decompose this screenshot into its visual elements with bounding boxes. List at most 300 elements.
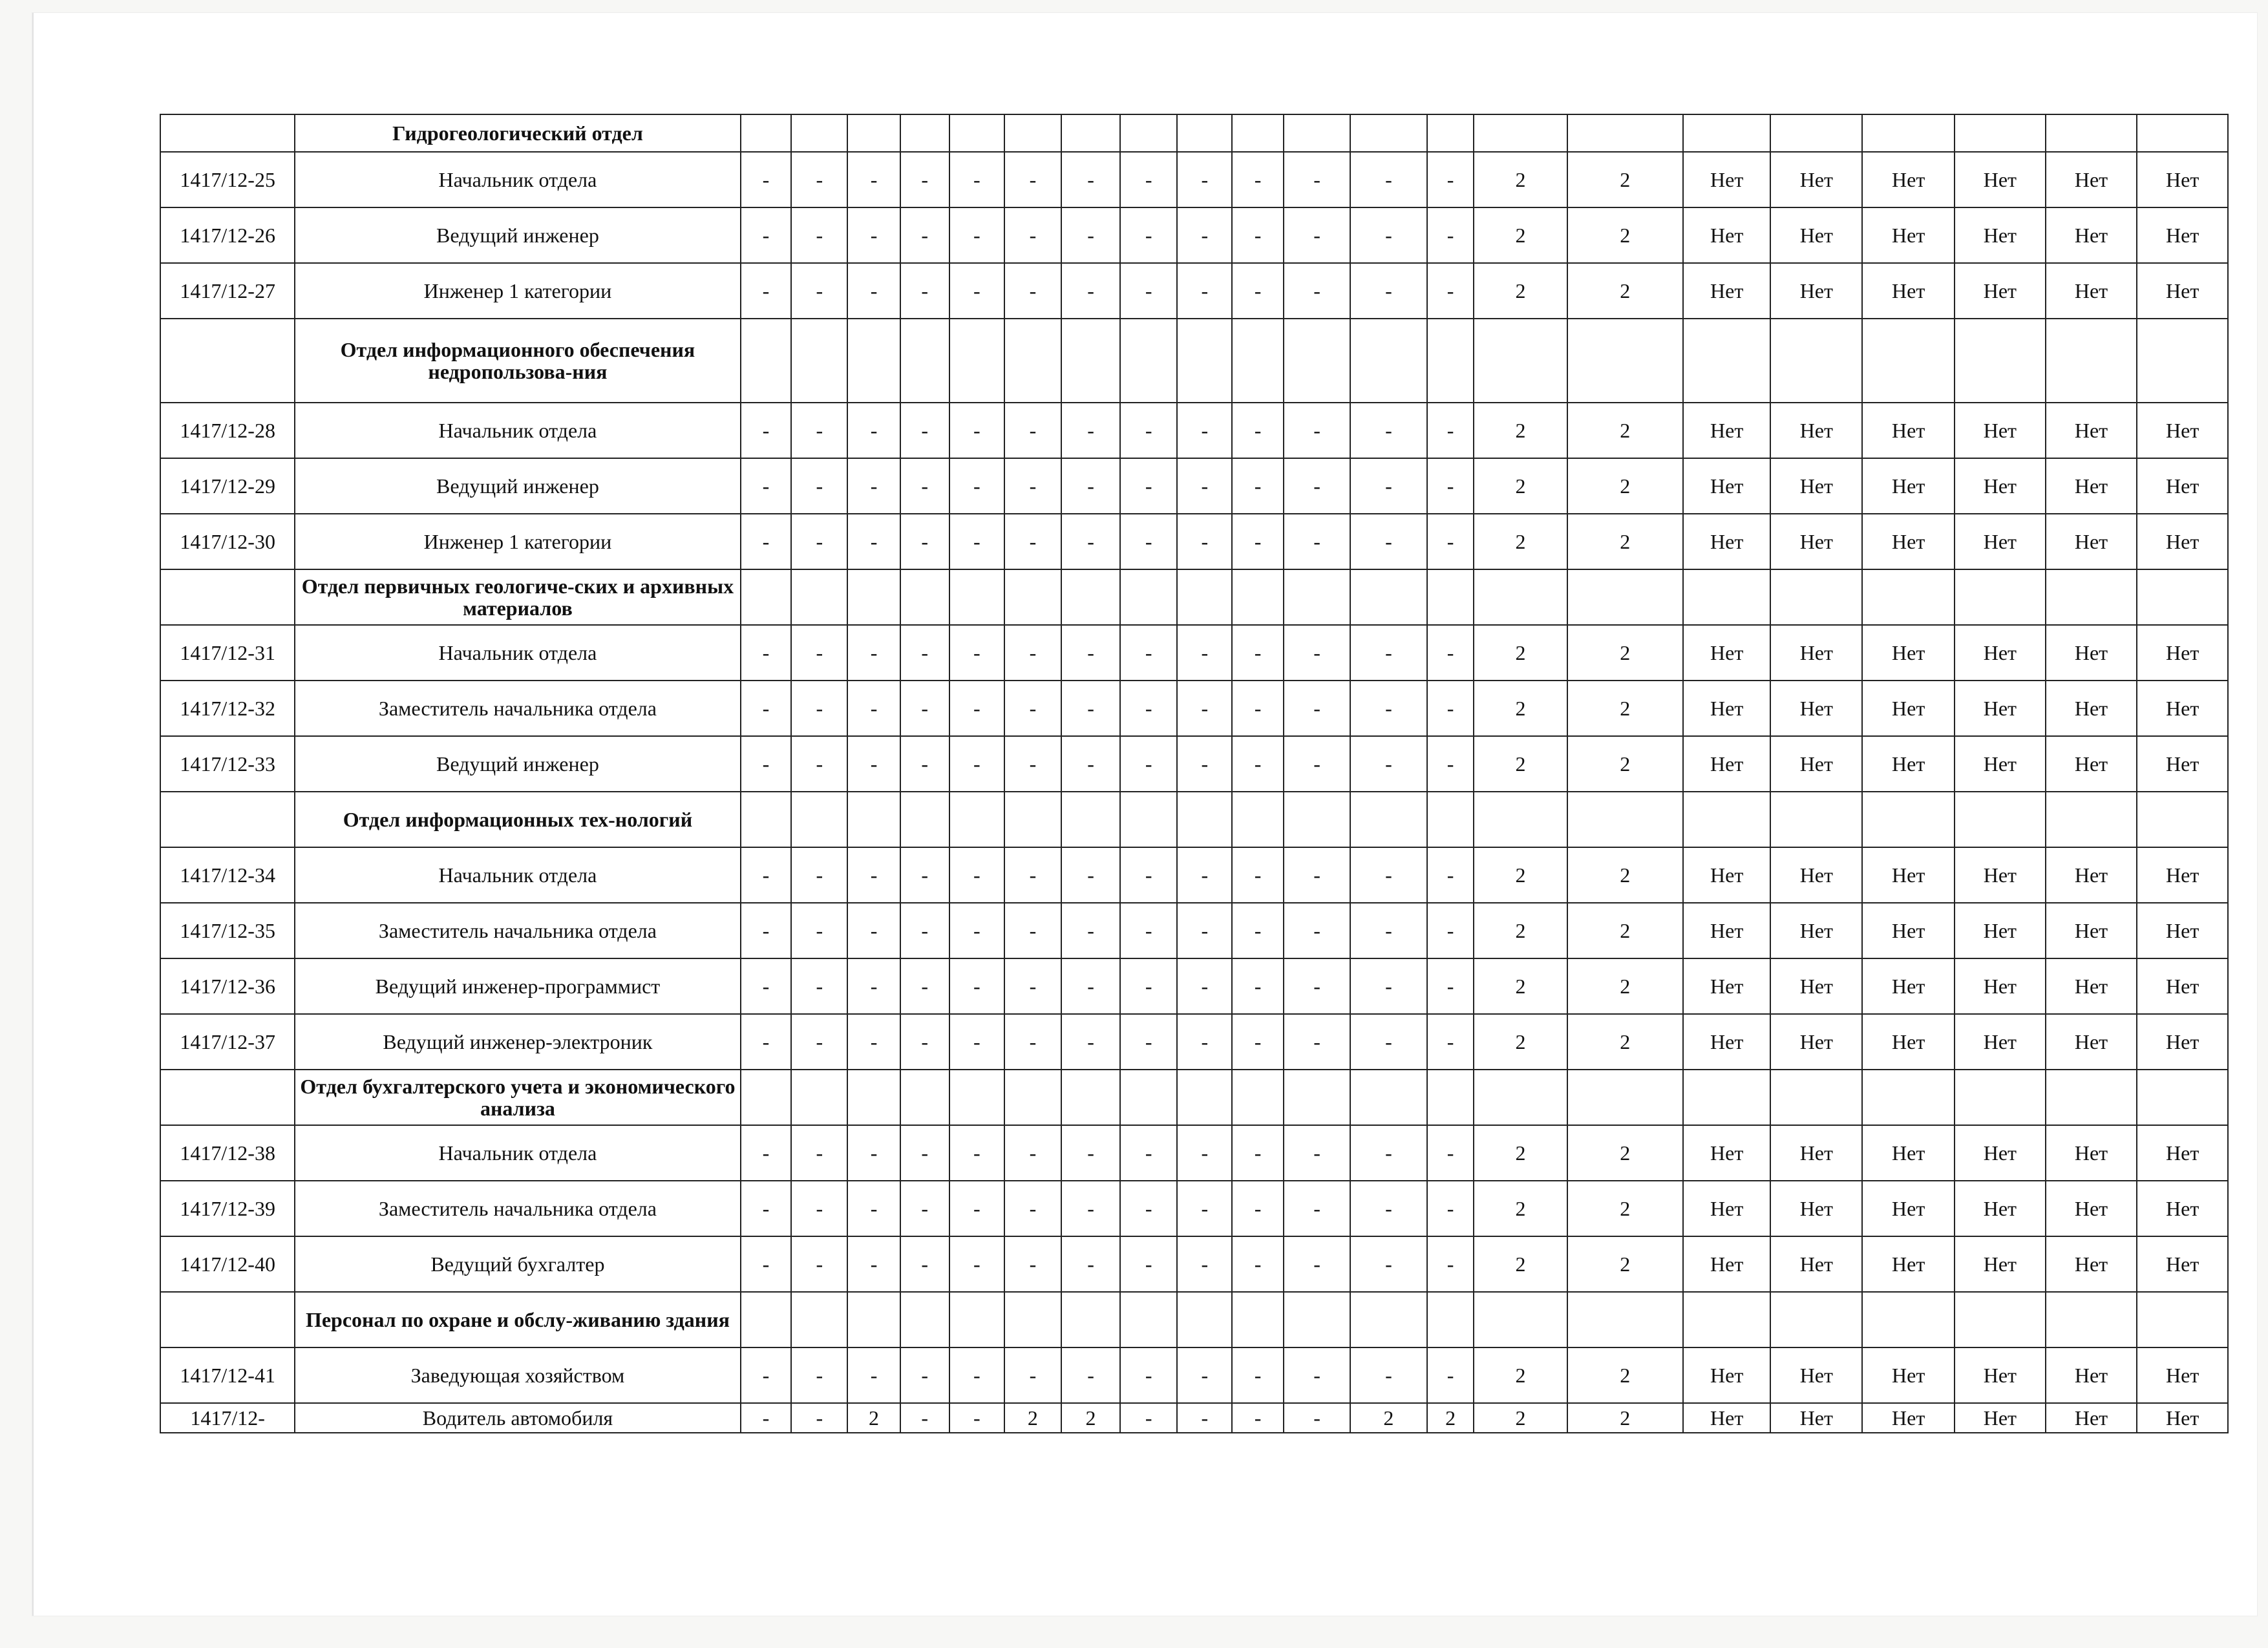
value-cell: Нет bbox=[1955, 681, 2046, 736]
value-cell: Нет bbox=[1862, 847, 1955, 903]
value-cell: - bbox=[1120, 903, 1177, 958]
value-cell: Нет bbox=[2137, 736, 2228, 792]
value-cell: Нет bbox=[1770, 1347, 1862, 1403]
value-cell: Нет bbox=[1683, 1403, 1771, 1433]
job-code: 1417/12-40 bbox=[160, 1236, 295, 1292]
value-cell: - bbox=[847, 1236, 900, 1292]
value-cell: Нет bbox=[1770, 263, 1862, 319]
value-cell: - bbox=[1232, 152, 1284, 207]
value-cell: - bbox=[1177, 1403, 1232, 1433]
value-cell: - bbox=[949, 625, 1004, 681]
value-cell: - bbox=[791, 1403, 847, 1433]
value-cell: - bbox=[1177, 625, 1232, 681]
value-cell: Нет bbox=[2137, 1125, 2228, 1181]
empty-cell bbox=[1177, 1070, 1232, 1125]
value-cell: 2 bbox=[1567, 207, 1683, 263]
empty-cell bbox=[1232, 319, 1284, 403]
value-cell: - bbox=[1120, 1403, 1177, 1433]
value-cell: Нет bbox=[2046, 514, 2137, 569]
value-cell: Нет bbox=[1683, 681, 1771, 736]
value-cell: - bbox=[1004, 152, 1061, 207]
value-cell: Нет bbox=[2137, 625, 2228, 681]
job-title: Заведующая хозяйством bbox=[295, 1347, 740, 1403]
value-cell: - bbox=[741, 847, 792, 903]
value-cell: - bbox=[900, 263, 949, 319]
empty-cell bbox=[1955, 114, 2046, 152]
value-cell: - bbox=[1284, 263, 1350, 319]
table-row bbox=[160, 263, 2228, 319]
value-cell: - bbox=[791, 1236, 847, 1292]
value-cell: - bbox=[1350, 263, 1427, 319]
empty-cell bbox=[1770, 1070, 1862, 1125]
empty-cell bbox=[1284, 1292, 1350, 1347]
value-cell: - bbox=[1427, 958, 1474, 1014]
empty-cell bbox=[949, 114, 1004, 152]
value-cell: - bbox=[1284, 458, 1350, 514]
value-cell: - bbox=[900, 152, 949, 207]
empty-cell bbox=[1567, 569, 1683, 625]
value-cell: - bbox=[1177, 1236, 1232, 1292]
value-cell: Нет bbox=[2137, 152, 2228, 207]
value-cell: Нет bbox=[2046, 1125, 2137, 1181]
value-cell: Нет bbox=[1770, 903, 1862, 958]
job-title: Инженер 1 категории bbox=[295, 263, 740, 319]
empty-cell bbox=[847, 1070, 900, 1125]
value-cell: - bbox=[1120, 958, 1177, 1014]
value-cell: Нет bbox=[1955, 403, 2046, 458]
value-cell: - bbox=[1427, 903, 1474, 958]
value-cell: Нет bbox=[2046, 1403, 2137, 1433]
value-cell: - bbox=[847, 152, 900, 207]
job-title: Ведущий инженер bbox=[295, 458, 740, 514]
empty-cell bbox=[1862, 1070, 1955, 1125]
value-cell: - bbox=[900, 625, 949, 681]
value-cell: Нет bbox=[1770, 458, 1862, 514]
value-cell: - bbox=[1177, 1014, 1232, 1070]
value-cell: Нет bbox=[2046, 458, 2137, 514]
value-cell: 2 bbox=[1061, 1403, 1120, 1433]
value-cell: - bbox=[1004, 458, 1061, 514]
value-cell: 2 bbox=[1567, 458, 1683, 514]
value-cell: - bbox=[1004, 1014, 1061, 1070]
empty-cell bbox=[1177, 319, 1232, 403]
value-cell: Нет bbox=[1683, 514, 1771, 569]
section-row bbox=[160, 1292, 2228, 1347]
empty-cell bbox=[791, 1070, 847, 1125]
table-row bbox=[160, 1236, 2228, 1292]
value-cell: - bbox=[1284, 903, 1350, 958]
value-cell: Нет bbox=[2137, 207, 2228, 263]
value-cell: - bbox=[791, 152, 847, 207]
value-cell: - bbox=[1232, 681, 1284, 736]
value-cell: - bbox=[949, 1236, 1004, 1292]
value-cell: 2 bbox=[1567, 1347, 1683, 1403]
job-title: Заместитель начальника отдела bbox=[295, 903, 740, 958]
value-cell: - bbox=[847, 403, 900, 458]
empty-cell bbox=[1427, 1292, 1474, 1347]
section-title: Отдел первичных геологиче-ских и архивных материалов bbox=[295, 569, 740, 625]
value-cell: - bbox=[1232, 847, 1284, 903]
empty-cell bbox=[847, 1292, 900, 1347]
value-cell: - bbox=[1427, 1347, 1474, 1403]
empty-cell bbox=[1120, 319, 1177, 403]
code-cell bbox=[160, 114, 295, 152]
scanned-page bbox=[32, 13, 2257, 1616]
value-cell: - bbox=[791, 1014, 847, 1070]
value-cell: - bbox=[949, 958, 1004, 1014]
empty-cell bbox=[1061, 319, 1120, 403]
value-cell: Нет bbox=[2137, 514, 2228, 569]
empty-cell bbox=[1120, 792, 1177, 847]
value-cell: Нет bbox=[1770, 1014, 1862, 1070]
value-cell: - bbox=[1284, 1236, 1350, 1292]
value-cell: - bbox=[847, 1181, 900, 1236]
value-cell: - bbox=[1004, 403, 1061, 458]
value-cell: Нет bbox=[2046, 903, 2137, 958]
value-cell: - bbox=[1004, 1181, 1061, 1236]
empty-cell bbox=[1232, 1292, 1284, 1347]
value-cell: - bbox=[1427, 458, 1474, 514]
section-row bbox=[160, 1070, 2228, 1125]
value-cell: - bbox=[949, 152, 1004, 207]
value-cell: Нет bbox=[1683, 1347, 1771, 1403]
empty-cell bbox=[900, 569, 949, 625]
empty-cell bbox=[1427, 1070, 1474, 1125]
value-cell: Нет bbox=[1955, 1125, 2046, 1181]
value-cell: - bbox=[741, 681, 792, 736]
empty-cell bbox=[1955, 569, 2046, 625]
value-cell: - bbox=[1427, 1236, 1474, 1292]
value-cell: - bbox=[1427, 263, 1474, 319]
value-cell: - bbox=[1284, 847, 1350, 903]
value-cell: - bbox=[847, 625, 900, 681]
value-cell: Нет bbox=[1770, 207, 1862, 263]
value-cell: - bbox=[1004, 1236, 1061, 1292]
section-row bbox=[160, 569, 2228, 625]
value-cell: - bbox=[900, 1125, 949, 1181]
section-title: Гидрогеологический отдел bbox=[295, 114, 740, 152]
value-cell: - bbox=[1177, 736, 1232, 792]
empty-cell bbox=[1284, 319, 1350, 403]
job-code: 1417/12-26 bbox=[160, 207, 295, 263]
value-cell: - bbox=[1427, 1181, 1474, 1236]
value-cell: Нет bbox=[1770, 152, 1862, 207]
value-cell: - bbox=[900, 681, 949, 736]
value-cell: 2 bbox=[1567, 514, 1683, 569]
job-code: 1417/12-28 bbox=[160, 403, 295, 458]
value-cell: - bbox=[1061, 1014, 1120, 1070]
value-cell: - bbox=[900, 207, 949, 263]
value-cell: - bbox=[791, 207, 847, 263]
empty-cell bbox=[949, 319, 1004, 403]
value-cell: - bbox=[1004, 207, 1061, 263]
value-cell: Нет bbox=[1955, 903, 2046, 958]
table-row bbox=[160, 458, 2228, 514]
value-cell: 2 bbox=[1567, 903, 1683, 958]
value-cell: - bbox=[741, 1181, 792, 1236]
value-cell: - bbox=[1427, 207, 1474, 263]
value-cell: - bbox=[1232, 1181, 1284, 1236]
value-cell: Нет bbox=[1862, 1181, 1955, 1236]
value-cell: - bbox=[1232, 736, 1284, 792]
value-cell: - bbox=[791, 1125, 847, 1181]
value-cell: - bbox=[1350, 458, 1427, 514]
value-cell: - bbox=[1061, 207, 1120, 263]
value-cell: - bbox=[1232, 903, 1284, 958]
value-cell: - bbox=[1284, 207, 1350, 263]
job-code: 1417/12-29 bbox=[160, 458, 295, 514]
value-cell: - bbox=[1061, 736, 1120, 792]
empty-cell bbox=[1004, 1292, 1061, 1347]
value-cell: - bbox=[1120, 1125, 1177, 1181]
value-cell: Нет bbox=[1683, 903, 1771, 958]
value-cell: 2 bbox=[1350, 1403, 1427, 1433]
value-cell: - bbox=[900, 514, 949, 569]
value-cell: - bbox=[949, 903, 1004, 958]
value-cell: 2 bbox=[1474, 403, 1567, 458]
empty-cell bbox=[791, 319, 847, 403]
empty-cell bbox=[2046, 114, 2137, 152]
value-cell: 2 bbox=[1567, 681, 1683, 736]
value-cell: 2 bbox=[1567, 1403, 1683, 1433]
value-cell: Нет bbox=[2137, 403, 2228, 458]
value-cell: Нет bbox=[1955, 152, 2046, 207]
value-cell: - bbox=[847, 1014, 900, 1070]
value-cell: 2 bbox=[1474, 681, 1567, 736]
value-cell: - bbox=[1177, 903, 1232, 958]
value-cell: - bbox=[1177, 458, 1232, 514]
empty-cell bbox=[1350, 319, 1427, 403]
job-code: 1417/12-27 bbox=[160, 263, 295, 319]
value-cell: - bbox=[741, 1014, 792, 1070]
empty-cell bbox=[847, 319, 900, 403]
value-cell: - bbox=[1284, 1181, 1350, 1236]
value-cell: - bbox=[1177, 847, 1232, 903]
value-cell: Нет bbox=[2046, 681, 2137, 736]
empty-cell bbox=[1350, 114, 1427, 152]
empty-cell bbox=[741, 1292, 792, 1347]
value-cell: - bbox=[1177, 403, 1232, 458]
working-conditions-table bbox=[160, 114, 2229, 1433]
value-cell: - bbox=[847, 958, 900, 1014]
value-cell: Нет bbox=[1683, 958, 1771, 1014]
empty-cell bbox=[1683, 1292, 1771, 1347]
value-cell: 2 bbox=[1567, 1236, 1683, 1292]
value-cell: - bbox=[791, 625, 847, 681]
value-cell: - bbox=[1061, 1347, 1120, 1403]
value-cell: - bbox=[1350, 958, 1427, 1014]
value-cell: - bbox=[741, 1403, 792, 1433]
value-cell: - bbox=[847, 736, 900, 792]
value-cell: Нет bbox=[1770, 514, 1862, 569]
empty-cell bbox=[1061, 792, 1120, 847]
section-row bbox=[160, 792, 2228, 847]
empty-cell bbox=[847, 114, 900, 152]
empty-cell bbox=[1683, 319, 1771, 403]
value-cell: Нет bbox=[1683, 403, 1771, 458]
value-cell: - bbox=[1284, 152, 1350, 207]
empty-cell bbox=[1061, 1292, 1120, 1347]
value-cell: 2 bbox=[1474, 1014, 1567, 1070]
empty-cell bbox=[900, 792, 949, 847]
empty-cell bbox=[1683, 569, 1771, 625]
empty-cell bbox=[791, 792, 847, 847]
value-cell: - bbox=[791, 847, 847, 903]
value-cell: 2 bbox=[1474, 152, 1567, 207]
empty-cell bbox=[949, 569, 1004, 625]
empty-cell bbox=[1350, 1292, 1427, 1347]
value-cell: - bbox=[1350, 736, 1427, 792]
empty-cell bbox=[847, 792, 900, 847]
value-cell: - bbox=[1061, 152, 1120, 207]
section-title: Отдел бухгалтерского учета и экономического анализа bbox=[295, 1070, 740, 1125]
value-cell: Нет bbox=[1683, 1236, 1771, 1292]
table-row bbox=[160, 514, 2228, 569]
value-cell: Нет bbox=[2046, 403, 2137, 458]
value-cell: - bbox=[1177, 958, 1232, 1014]
value-cell: - bbox=[1120, 1347, 1177, 1403]
value-cell: - bbox=[900, 1347, 949, 1403]
value-cell: - bbox=[741, 152, 792, 207]
value-cell: - bbox=[1120, 1014, 1177, 1070]
value-cell: - bbox=[1350, 514, 1427, 569]
empty-cell bbox=[1862, 319, 1955, 403]
value-cell: Нет bbox=[1862, 207, 1955, 263]
table-row bbox=[160, 1014, 2228, 1070]
value-cell: - bbox=[1284, 1014, 1350, 1070]
value-cell: - bbox=[1120, 1181, 1177, 1236]
empty-cell bbox=[1955, 319, 2046, 403]
empty-cell bbox=[1232, 114, 1284, 152]
job-code: 1417/12-32 bbox=[160, 681, 295, 736]
value-cell: - bbox=[900, 847, 949, 903]
value-cell: 2 bbox=[1474, 1125, 1567, 1181]
value-cell: - bbox=[741, 1236, 792, 1292]
value-cell: - bbox=[1232, 625, 1284, 681]
value-cell: Нет bbox=[2046, 152, 2137, 207]
value-cell: Нет bbox=[1683, 263, 1771, 319]
value-cell: Нет bbox=[1683, 1125, 1771, 1181]
value-cell: Нет bbox=[1955, 207, 2046, 263]
value-cell: - bbox=[1427, 736, 1474, 792]
value-cell: - bbox=[1232, 1347, 1284, 1403]
value-cell: - bbox=[1350, 207, 1427, 263]
value-cell: - bbox=[1284, 681, 1350, 736]
value-cell: 2 bbox=[1474, 958, 1567, 1014]
value-cell: - bbox=[1004, 736, 1061, 792]
empty-cell bbox=[2137, 792, 2228, 847]
empty-cell bbox=[2137, 1292, 2228, 1347]
value-cell: - bbox=[1061, 1236, 1120, 1292]
value-cell: - bbox=[1232, 1125, 1284, 1181]
empty-cell bbox=[1862, 792, 1955, 847]
empty-cell bbox=[1004, 114, 1061, 152]
job-code: 1417/12-35 bbox=[160, 903, 295, 958]
value-cell: - bbox=[1284, 514, 1350, 569]
value-cell: Нет bbox=[1862, 152, 1955, 207]
value-cell: Нет bbox=[2046, 958, 2137, 1014]
empty-cell bbox=[1004, 319, 1061, 403]
value-cell: - bbox=[900, 1014, 949, 1070]
value-cell: 2 bbox=[1474, 514, 1567, 569]
empty-cell bbox=[1284, 1070, 1350, 1125]
value-cell: - bbox=[1284, 1403, 1350, 1433]
table-row bbox=[160, 625, 2228, 681]
value-cell: 2 bbox=[1474, 1403, 1567, 1433]
value-cell: Нет bbox=[1683, 207, 1771, 263]
value-cell: - bbox=[949, 1014, 1004, 1070]
value-cell: - bbox=[1061, 458, 1120, 514]
empty-cell bbox=[1683, 1070, 1771, 1125]
value-cell: Нет bbox=[1955, 263, 2046, 319]
job-code: 1417/12- bbox=[160, 1403, 295, 1433]
value-cell: - bbox=[741, 458, 792, 514]
value-cell: Нет bbox=[1862, 514, 1955, 569]
value-cell: Нет bbox=[2046, 1347, 2137, 1403]
value-cell: - bbox=[1232, 207, 1284, 263]
value-cell: - bbox=[791, 681, 847, 736]
value-cell: Нет bbox=[2137, 1014, 2228, 1070]
empty-cell bbox=[1474, 319, 1567, 403]
value-cell: - bbox=[1350, 625, 1427, 681]
job-code: 1417/12-31 bbox=[160, 625, 295, 681]
value-cell: Нет bbox=[1862, 403, 1955, 458]
value-cell: Нет bbox=[1862, 1347, 1955, 1403]
empty-cell bbox=[2046, 1292, 2137, 1347]
code-cell bbox=[160, 1292, 295, 1347]
table-row bbox=[160, 681, 2228, 736]
value-cell: - bbox=[1427, 1125, 1474, 1181]
value-cell: Нет bbox=[1955, 1403, 2046, 1433]
value-cell: - bbox=[1232, 263, 1284, 319]
empty-cell bbox=[1120, 1070, 1177, 1125]
value-cell: - bbox=[900, 958, 949, 1014]
value-cell: Нет bbox=[2046, 207, 2137, 263]
value-cell: - bbox=[1061, 903, 1120, 958]
value-cell: - bbox=[1120, 263, 1177, 319]
value-cell: - bbox=[1061, 1181, 1120, 1236]
empty-cell bbox=[791, 114, 847, 152]
empty-cell bbox=[1350, 792, 1427, 847]
value-cell: 2 bbox=[1567, 1125, 1683, 1181]
value-cell: - bbox=[1427, 681, 1474, 736]
value-cell: Нет bbox=[1862, 458, 1955, 514]
table-row bbox=[160, 1403, 2228, 1433]
job-title: Начальник отдела bbox=[295, 403, 740, 458]
job-title: Заместитель начальника отдела bbox=[295, 681, 740, 736]
value-cell: Нет bbox=[1862, 1014, 1955, 1070]
value-cell: Нет bbox=[2046, 847, 2137, 903]
value-cell: - bbox=[1232, 1014, 1284, 1070]
value-cell: Нет bbox=[1770, 958, 1862, 1014]
empty-cell bbox=[741, 569, 792, 625]
empty-cell bbox=[741, 792, 792, 847]
empty-cell bbox=[900, 114, 949, 152]
value-cell: - bbox=[1061, 1125, 1120, 1181]
job-code: 1417/12-39 bbox=[160, 1181, 295, 1236]
value-cell: Нет bbox=[1955, 1181, 2046, 1236]
empty-cell bbox=[1004, 569, 1061, 625]
value-cell: - bbox=[900, 736, 949, 792]
value-cell: Нет bbox=[1862, 958, 1955, 1014]
value-cell: - bbox=[1061, 403, 1120, 458]
value-cell: - bbox=[1350, 847, 1427, 903]
value-cell: Нет bbox=[1683, 152, 1771, 207]
value-cell: 2 bbox=[1004, 1403, 1061, 1433]
value-cell: Нет bbox=[1770, 1403, 1862, 1433]
table-row bbox=[160, 1181, 2228, 1236]
value-cell: Нет bbox=[1955, 625, 2046, 681]
